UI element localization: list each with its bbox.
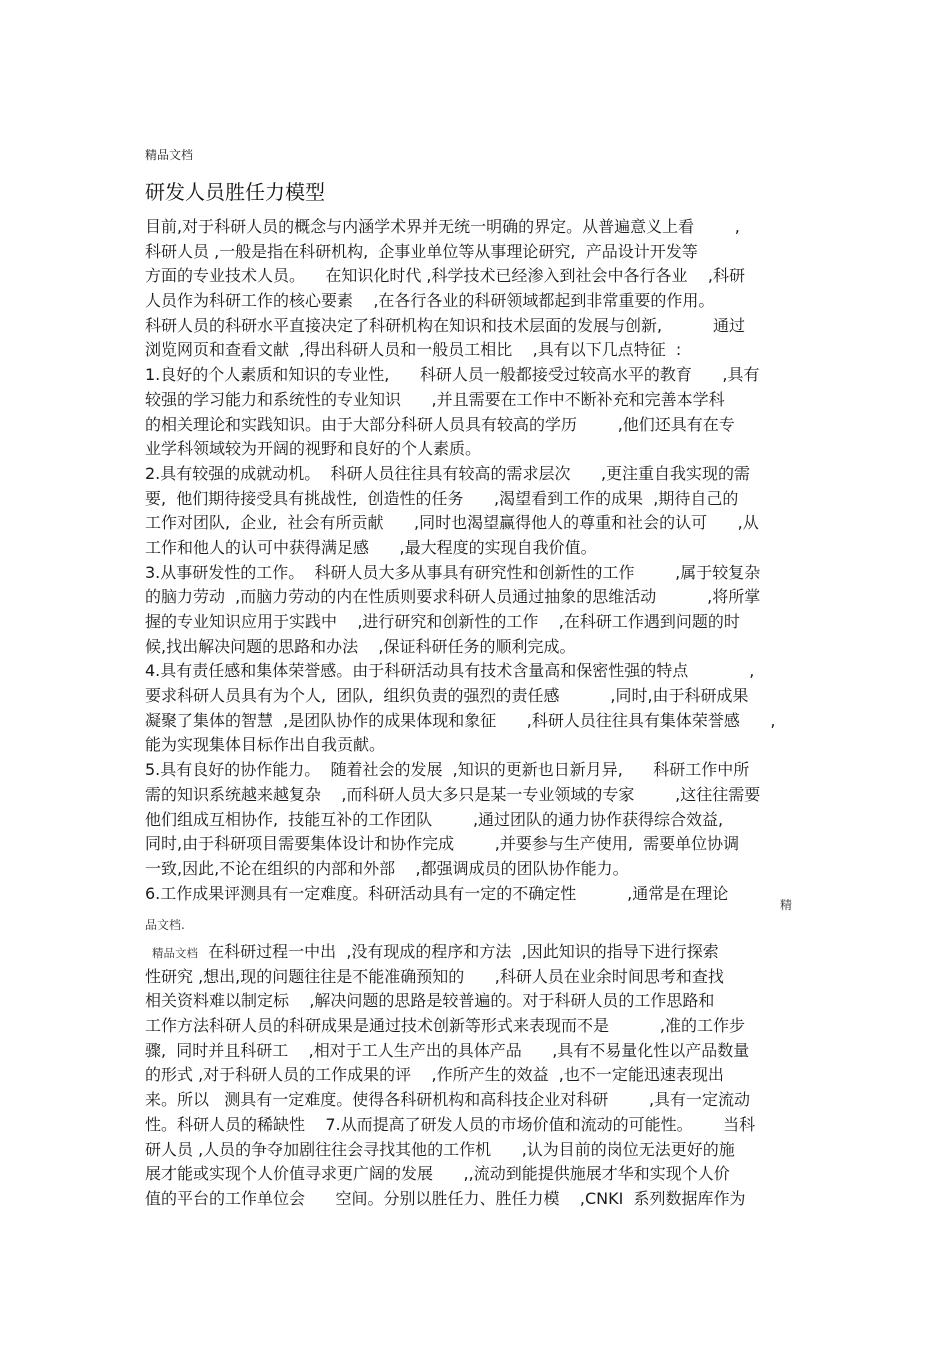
text-line: 来。所以 测具有一定难度。使得各科研机构和高科技企业对科研 ,具有一定流动 [145, 1090, 751, 1110]
text-line-first [145, 940, 825, 965]
text-line: 凝聚了集体的智慧 ,是团队协作的成果体现和象征 ,科研人员往往具有集体荣誉感 , [145, 710, 776, 730]
text-line: 一致,因此,不论在组织的内部和外部 ,都强调成员的团队协作能力。 [145, 858, 629, 878]
text-line: 握的专业知识应用于实践中 ,进行研究和创新性的工作 ,在科研工作遇到问题的时 [145, 612, 740, 631]
page2-header: 精品文档 [152, 946, 198, 960]
text-line: 的脑力劳动 ,而脑力劳动的内在性质则要求科研人员通过抽象的思维活动 ,将所掌 [145, 587, 761, 607]
text-line: 工作对团队, 企业, 社会有所贡献 ,同时也渴望赢得他人的尊重和社会的认可 ,从 [145, 513, 759, 533]
text-line: 科研人员 ,一般是指在科研机构, 企事业单位等从事理论研究, 产品设计开发等 [145, 241, 698, 261]
text-line: 要求科研人员具有为个人, 团队, 组织负责的强烈的责任感 ,同时,由于科研成果 [145, 686, 749, 706]
text-line: 科研人员的科研水平直接决定了科研机构在知识和技术层面的发展与创新, 通过 [145, 315, 745, 335]
text-line: 的形式 ,对于科研人员的工作成果的评 ,作所产生的效益 ,也不一定能迅速表现出 [145, 1065, 724, 1085]
text-line: 候,找出解决问题的思路和办法 ,保证科研任务的顺利完成。 [145, 636, 576, 656]
text-line: 方面的专业技术人员。 在知识化时代 ,科学技术已经渗入到社会中各行各业 ,科研 [145, 266, 745, 286]
text-line: 性。科研人员的稀缺性 7.从而提高了研发人员的市场价值和流动的可能性。 当科 [145, 1114, 756, 1134]
text-line: 浏览网页和查看文献 ,得出科研人员和一般员工相比 ,具有以下几点特征 : [145, 340, 682, 360]
text-line: 1.良好的个人素质和知识的专业性, 科研人员一般都接受过较高水平的教育 ,具有 [145, 365, 760, 385]
text-line: 骤, 同时并且科研工 ,相对于工人生产出的具体产品 ,具有不易量化性以产品数量 [145, 1040, 750, 1060]
text-line: 需的知识系统越来越复杂 ,而科研人员大多只是某一专业领域的专家 ,这往往需要 [145, 784, 761, 804]
text-line: 值的平台的工作单位会 空间。分别以胜任力、胜任力模 ,CNKI 系列数据库作为 [145, 1188, 746, 1208]
text-line: 6.工作成果评测具有一定难度。科研活动具有一定的不确定性 ,通常是在理论 [145, 883, 729, 903]
footer-mark-b: 品文档. [145, 918, 185, 932]
text-line: 性研究 ,想出,现的问题往往是不能准确预知的 ,科研人员在业余时间思考和查找 [145, 966, 724, 986]
text-line: 2.具有较强的成就动机。 科研人员往往具有较高的需求层次 ,更注重自我实现的需 [145, 463, 751, 483]
text-line: 研人员 ,人员的争夺加剧往往会寻找其他的工作机 ,认为目前的岗位无法更好的施 [145, 1139, 735, 1159]
text-line: 业学科领域较为开阔的视野和良好的个人素质。 [145, 439, 482, 459]
text-line: 工作方法科研人员的科研成果是通过技术创新等形式来表现而不是 ,准的工作步 [145, 1016, 745, 1036]
text-line: 他们组成互相协作, 技能互补的工作团队 ,通过团队的通力协作获得综合效益, [145, 809, 724, 829]
text-line: 3.从事研发性的工作。 科研人员大多从事具有研究性和创新性的工作 ,属于较复杂 [145, 562, 761, 582]
text-line: 较强的学习能力和系统性的专业知识 ,并且需要在工作中不断补充和完善本学科 [145, 389, 725, 409]
text-line: 展才能或实现个人价值寻求更广阔的发展 ,,流动到能提供施展才华和实现个人价 [145, 1164, 730, 1184]
document-title: 研发人员胜任力模型 [145, 180, 325, 204]
footer-mark-a: 精 [780, 898, 793, 912]
text-line: 的相关理论和实践知识。由于大部分科研人员具有较高的学历 ,他们还具有在专 [145, 414, 735, 434]
text-line: 工作和他人的认可中获得满足感 ,最大程度的实现自我价值。 [145, 537, 597, 557]
text-line: 能为实现集体目标作出自我贡献。 [145, 735, 386, 755]
body-text-page2 [145, 940, 825, 1212]
text-line: 5.具有良好的协作能力。 随着社会的发展 ,知识的更新也日新月异, 科研工作中所 [145, 760, 750, 780]
text-line: 目前,对于科研人员的概念与内涵学术界并无统一明确的界定。从普遍意义上看 , [145, 217, 740, 236]
body-text-page1 [145, 215, 825, 906]
page-header: 精品文档 [145, 148, 194, 162]
text-span: 在科研过程一中出 ,没有现成的程序和方法 ,因此知识的指导下进行探索 [208, 942, 719, 961]
text-line: 相关资料难以制定标 ,解决问题的思路是较普遍的。对于科研人员的工作思路和 [145, 991, 715, 1011]
text-line: 同时,由于科研项目需要集体设计和协作完成 ,并要参与生产使用, 需要单位协调 [145, 834, 740, 854]
text-line: 4.具有责任感和集体荣誉感。由于科研活动具有技术含量高和保密性强的特点 , [145, 661, 755, 681]
text-line: 要, 他们期待接受具有挑战性, 创造性的任务 ,渴望看到工作的成果 ,期待自己的 [145, 488, 739, 508]
text-line: 人员作为科研工作的核心要素 ,在各行各业的科研领域都起到非常重要的作用。 [145, 291, 715, 311]
